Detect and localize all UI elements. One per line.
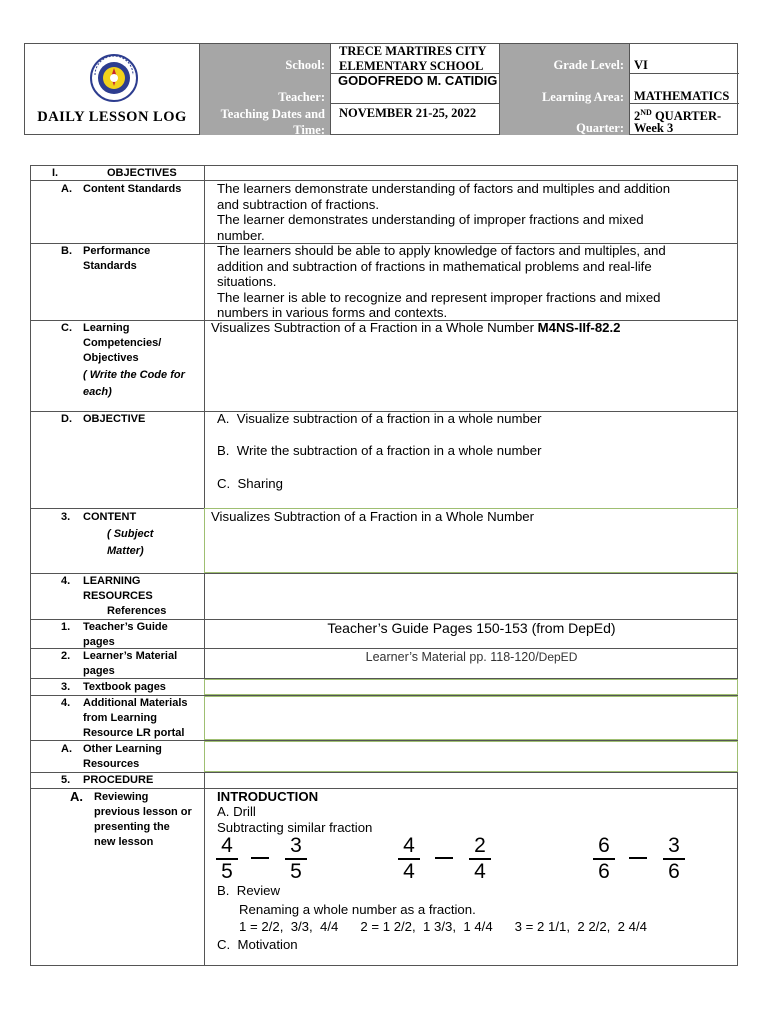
other-cell-border xyxy=(204,741,738,772)
performance-standards-num: B. xyxy=(61,245,72,257)
fraction-1a: 4 5 xyxy=(216,836,238,882)
minus-icon xyxy=(251,857,269,859)
content-standards-text: The learners demonstrate understanding of factors and multiples and addition and subtraction of fractions. The learner demonstrates understanding of improper fractions and mixed number. xyxy=(217,181,671,243)
lm-num: 2. xyxy=(61,650,71,662)
content-standards-num: A. xyxy=(61,183,72,195)
fraction-2a: 4 4 xyxy=(398,836,420,882)
procedure-label: PROCEDURE xyxy=(83,774,154,786)
fraction-3a: 6 6 xyxy=(593,836,615,882)
tg-num: 1. xyxy=(61,621,71,633)
lm-label: Learner’s Material pages xyxy=(83,650,178,677)
review-num: A. xyxy=(70,789,83,804)
grade-value: VI xyxy=(634,58,648,72)
content-text: Visualizes Subtraction of a Fraction in a Whole Number xyxy=(211,509,535,524)
objective-label: OBJECTIVE xyxy=(83,413,146,425)
other-label: Other Learning Resources xyxy=(83,743,162,770)
motivation-heading: C. Motivation xyxy=(217,937,298,952)
fraction-2b: 2 4 xyxy=(469,836,491,882)
dates-label: Teaching Dates and Time: xyxy=(220,107,325,137)
daily-lesson-log-title: DAILY LESSON LOG xyxy=(37,109,187,125)
additional-num: 4. xyxy=(61,697,71,709)
content-standards-label: Content Standards xyxy=(83,183,182,195)
resources-num: 4. xyxy=(61,575,71,587)
area-label: Learning Area: xyxy=(541,90,624,104)
teacher-label: Teacher: xyxy=(278,90,325,104)
lm-text: Learner’s Material pp. 118-120/DepED xyxy=(365,650,578,664)
minus-icon xyxy=(435,857,453,859)
objectives-label: OBJECTIVES xyxy=(107,167,177,179)
textbook-cell-border xyxy=(204,679,738,695)
textbook-label: Textbook pages xyxy=(83,681,166,693)
performance-standards-label: Performance Standards xyxy=(83,245,151,272)
grade-label: Grade Level: xyxy=(553,58,624,72)
competency-code: M4NS-IIf-82.2 xyxy=(537,320,621,335)
renaming-examples: 1 = 2/2, 3/3, 4/4 2 = 1 2/2, 1 3/3, 1 4/4 3 = 2 1/1, 2 2/2, 2 4/4 xyxy=(239,919,647,934)
fraction-1b: 3 5 xyxy=(285,836,307,882)
objective-item-c: C. Sharing xyxy=(217,476,283,491)
area-value: MATHEMATICS xyxy=(634,89,730,103)
renaming-text: Renaming a whole number as a fraction. xyxy=(239,902,476,917)
quarter-label: Quarter: xyxy=(576,121,624,135)
drill-heading: A. Drill xyxy=(217,804,256,819)
competencies-label: Learning Competencies/ Objectives ( Write the Code for each) xyxy=(83,322,185,398)
header-table xyxy=(24,43,738,135)
competencies-text: Visualizes Subtraction of a Fraction in a Whole Number M4NS-IIf-82.2 xyxy=(211,320,621,335)
school-value: TRECE MARTIRES CITY ELEMENTARY SCHOOL xyxy=(339,44,487,73)
teacher-value: GODOFREDO M. CATIDIG xyxy=(338,73,498,88)
review-label: Reviewing previous lesson or presenting the new lesson xyxy=(94,791,192,848)
deped-seal-icon xyxy=(89,53,139,103)
quarter-value: 2ND QUARTER- xyxy=(634,108,722,124)
tg-text: Teacher’s Guide Pages 150-153 (from DepEd) xyxy=(327,620,616,636)
introduction-heading: INTRODUCTION xyxy=(217,789,319,804)
content-label: CONTENT xyxy=(83,511,137,523)
drill-subheading: Subtracting similar fraction xyxy=(217,820,373,835)
fraction-3b: 3 6 xyxy=(663,836,685,882)
additional-cell-border xyxy=(204,696,738,740)
content-num: 3. xyxy=(61,511,71,523)
minus-icon xyxy=(629,857,647,859)
textbook-num: 3. xyxy=(61,681,71,693)
content-sub-1: ( Subject xyxy=(107,528,154,540)
competencies-num: C. xyxy=(61,322,72,334)
additional-label: Additional Materials from Learning Resource LR portal xyxy=(83,697,188,739)
objective-item-a: A. Visualize subtraction of a fraction in a whole number xyxy=(217,411,542,426)
procedure-num: 5. xyxy=(61,774,71,786)
quarter-week: Week 3 xyxy=(634,121,674,135)
school-label: School: xyxy=(285,58,325,72)
objectives-num: I. xyxy=(52,167,59,179)
performance-standards-text: The learners should be able to apply knowledge of factors and multiples, and addition and subtraction of fractions in mathematical problems and real-life situations. The learner is able to recognize and represent improper fractions and mixed numbers in various forms and contexts. xyxy=(217,243,666,320)
content-sub-2: Matter) xyxy=(107,545,144,557)
review-heading: B. Review xyxy=(217,883,281,898)
other-num: A. xyxy=(61,743,72,755)
resources-label: LEARNING RESOURCES References xyxy=(83,575,167,617)
objective-num: D. xyxy=(61,413,72,425)
dates-value: NOVEMBER 21-25, 2022 xyxy=(339,106,477,120)
tg-label: Teacher’s Guide pages xyxy=(83,621,168,648)
objective-item-b: B. Write the subtraction of a fraction in a whole number xyxy=(217,443,542,458)
